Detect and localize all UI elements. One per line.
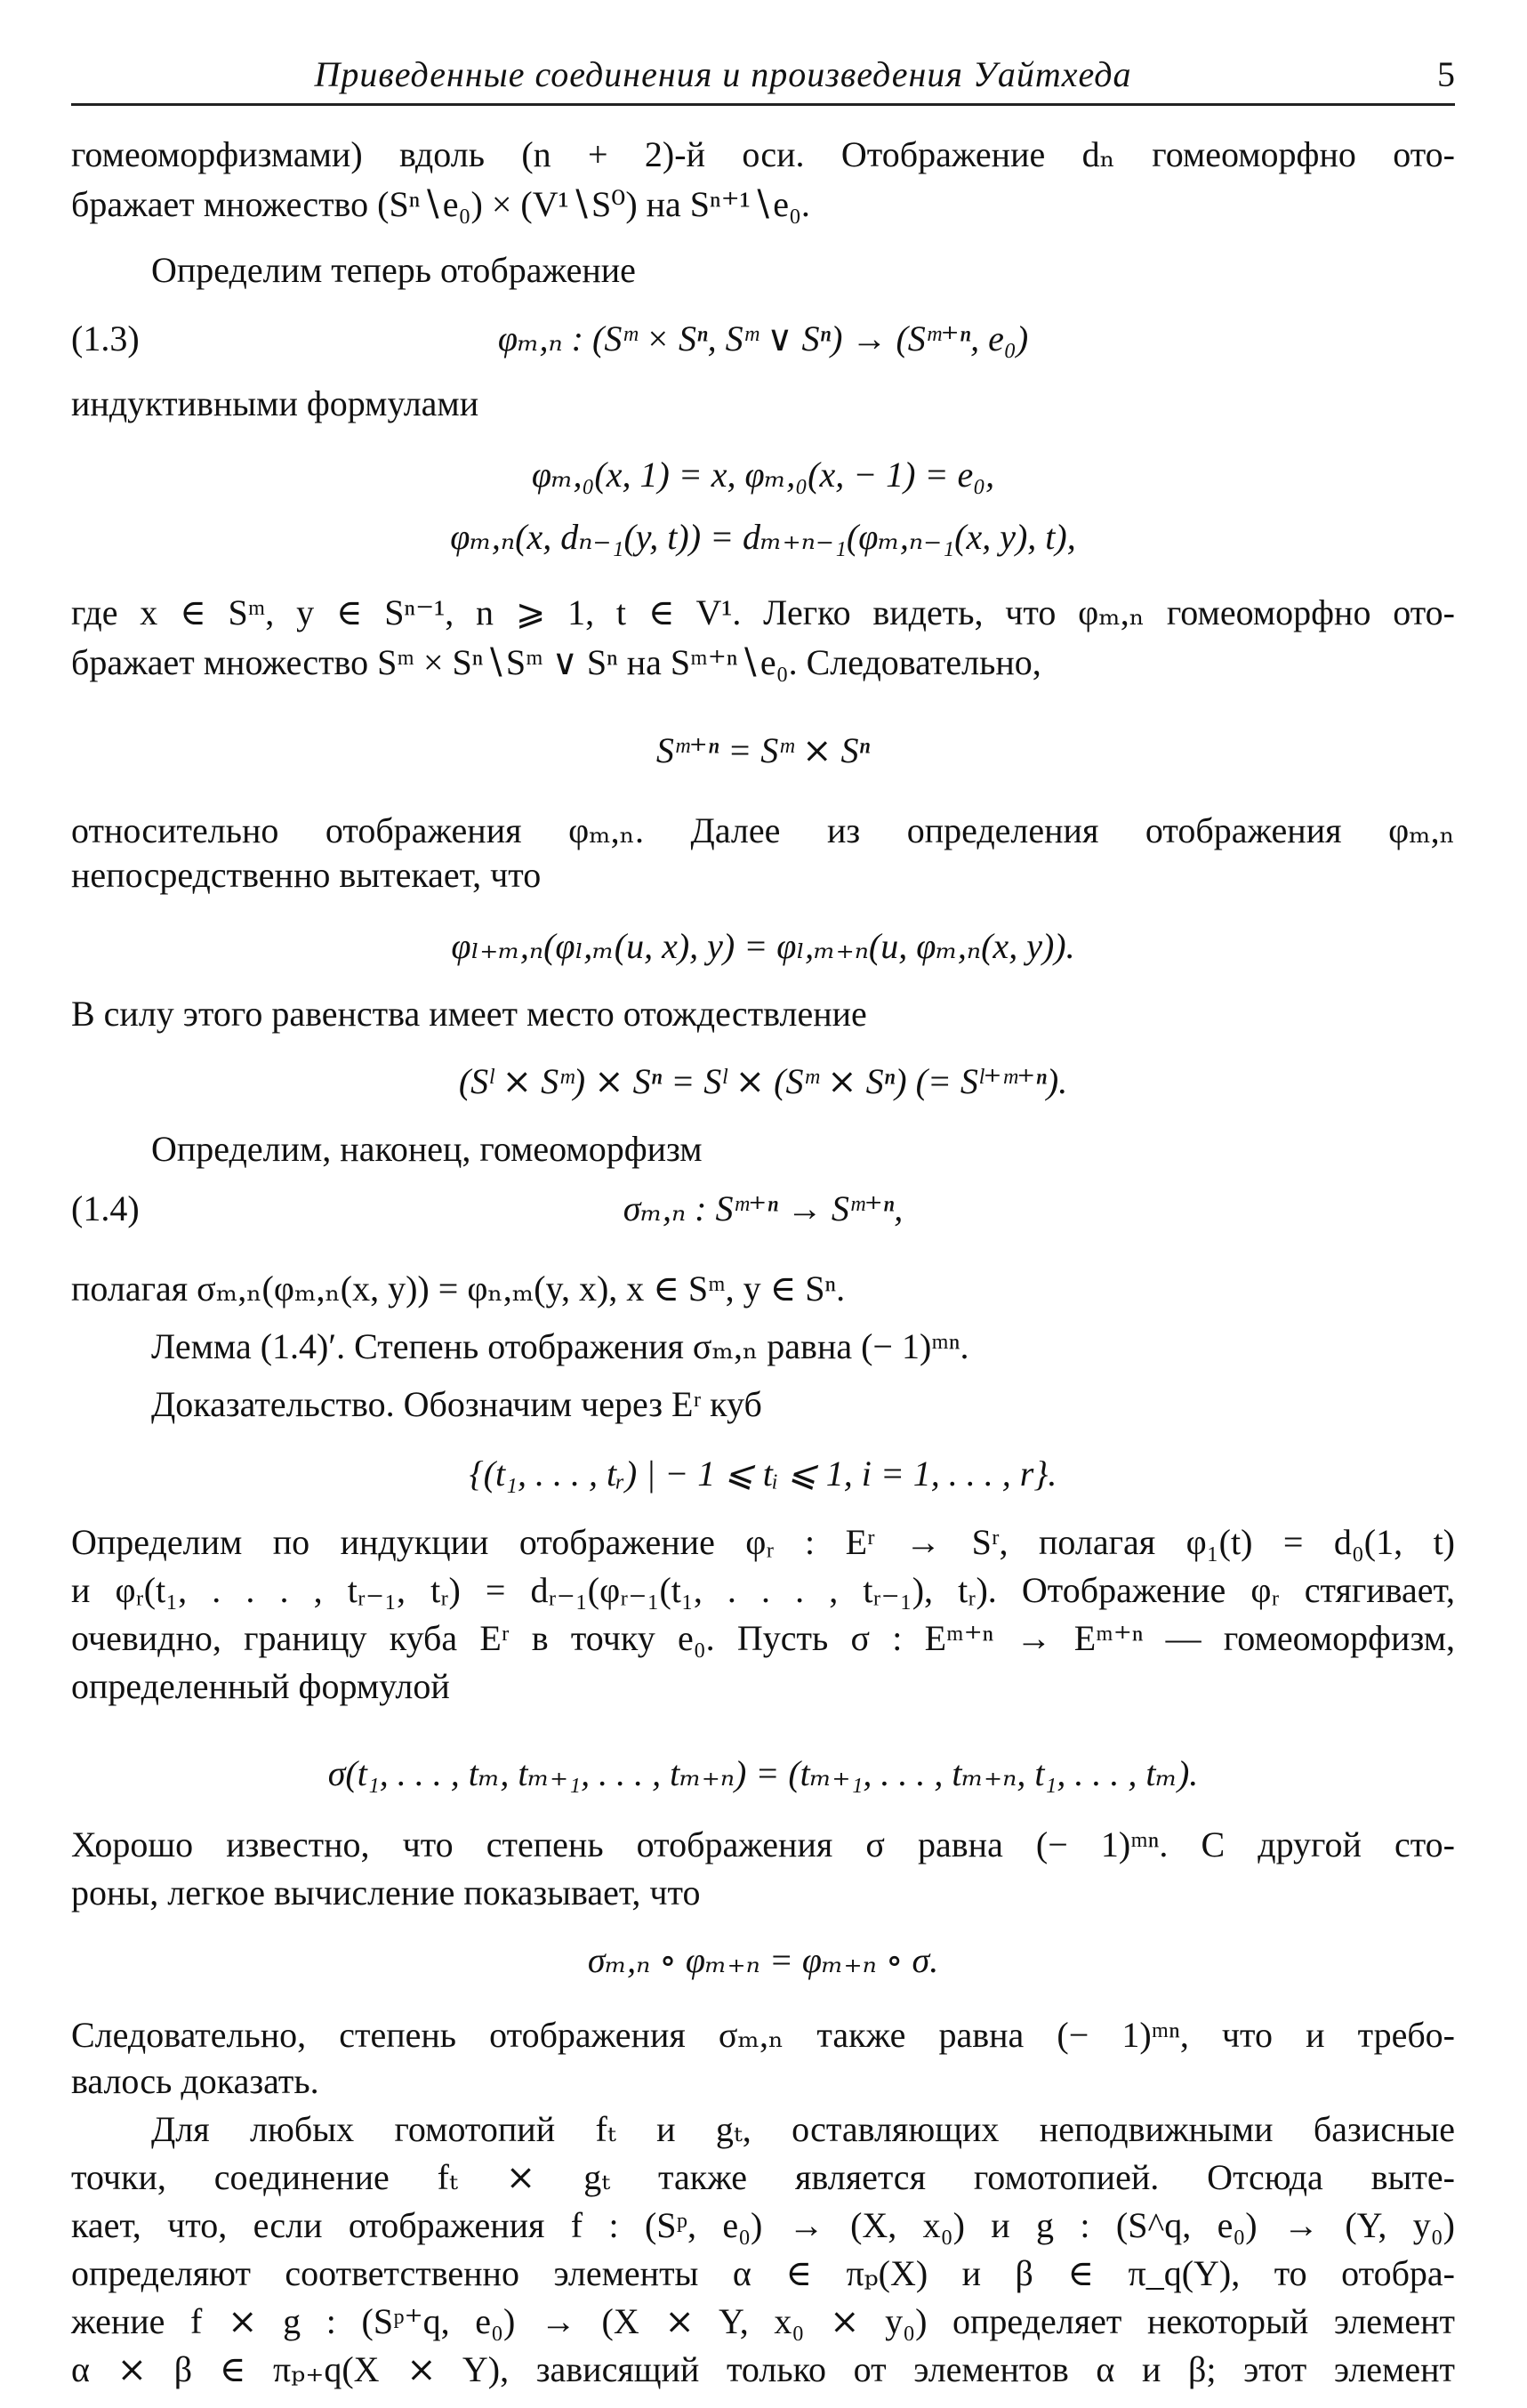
text-line: определенный формулой [71, 1666, 450, 1706]
equation: σₘ,ₙ ∘ φₘ₊ₙ = φₘ₊ₙ ∘ σ. [587, 1940, 939, 1980]
proof-line: Доказательство. Обозначим через Eʳ куб [151, 1384, 762, 1424]
text-line: валось доказать. [71, 2061, 319, 2101]
equation: φₘ,ₙ : (Sᵐ × Sⁿ, Sᵐ ∨ Sⁿ) → (Sᵐ⁺ⁿ, e₀) [497, 318, 1029, 358]
text-line: индуктивными формулами [71, 383, 479, 423]
text-line: Определим по индукции отображение φᵣ : Eʳ → Sʳ, полагая φ₁(t) = d₀(1, t) [71, 1522, 1455, 1562]
equation: σ(t₁, . . . , tₘ, tₘ₊₁, . . . , tₘ₊ₙ) = (tₘ₊₁, . . . , tₘ₊ₙ, t₁, . . . , tₘ). [327, 1753, 1199, 1793]
text-line: и φᵣ(t₁, . . . , tᵣ₋₁, tᵣ) = dᵣ₋₁(φᵣ₋₁(t₁, . . . , tᵣ₋₁), tᵣ). Отображение φᵣ стягивает, [71, 1570, 1455, 1610]
text-line: Определим теперь отображение [151, 250, 636, 290]
text-line: очевидно, границу куба Eʳ в точку e₀. Пусть σ : Eᵐ⁺ⁿ → Eᵐ⁺ⁿ — гомеоморфизм, [71, 1618, 1455, 1658]
equation-label: (1.3) [71, 318, 140, 358]
equation: φₘ,₀(x, 1) = x, φₘ,₀(x, − 1) = e₀, [531, 455, 995, 495]
page-number: 5 [1437, 54, 1455, 94]
text-line: α ⨯ β ∈ πₚ₊q(X ⨯ Y), зависящий только от элементов α и β; этот элемент [71, 2349, 1455, 2389]
text-line: Определим, наконец, гомеоморфизм [151, 1129, 703, 1169]
running-title: Приведенные соединения и произведения Уайтхеда [314, 54, 1132, 94]
text-line: относительно отображения φₘ,ₙ. Далее из определения отображения φₘ,ₙ [71, 810, 1455, 850]
text-line: определяют соответственно элементы α ∈ πₚ(X) и β ∈ π_q(Y), то отобра- [71, 2253, 1455, 2293]
text-line: жение f ⨯ g : (Sᵖ⁺q, e₀) → (X ⨯ Y, x₀ ⨯ y₀) определяет некоторый элемент [71, 2301, 1455, 2341]
text-line: полагая σₘ,ₙ(φₘ,ₙ(x, y)) = φₙ,ₘ(y, x), x ∈ Sᵐ, y ∈ Sⁿ. [71, 1268, 846, 1309]
equation-label: (1.4) [71, 1188, 140, 1228]
page-header [71, 50, 1455, 106]
text-line: Хорошо известно, что степень отображения σ равна (− 1)ᵐⁿ. С другой сто- [71, 1824, 1455, 1864]
text-line: Для любых гомотопий fₜ и gₜ, оставляющих неподвижными базисные [151, 2109, 1455, 2149]
text-line: роны, легкое вычисление показывает, что [71, 1872, 701, 1913]
equation: (Sˡ ⨯ Sᵐ) ⨯ Sⁿ = Sˡ ⨯ (Sᵐ ⨯ Sⁿ) (= Sˡ⁺ᵐ⁺ⁿ). [458, 1061, 1068, 1101]
equation: {(t₁, . . . , tᵣ) | − 1 ⩽ tᵢ ⩽ 1, i = 1, . . . , r}. [469, 1454, 1057, 1494]
equation: φₘ,ₙ(x, dₙ₋₁(y, t)) = dₘ₊ₙ₋₁(φₘ,ₙ₋₁(x, y), t), [450, 517, 1076, 557]
text-line: бражает множество Sᵐ × Sⁿ∖Sᵐ ∨ Sⁿ на Sᵐ⁺ⁿ∖e₀. Следовательно, [71, 642, 1041, 682]
equation: φₗ₊ₘ,ₙ(φₗ,ₘ(u, x), y) = φₗ,ₘ₊ₙ(u, φₘ,ₙ(x, y)). [451, 926, 1075, 966]
text-line: Следовательно, степень отображения σₘ,ₙ также равна (− 1)ᵐⁿ, что и требо- [71, 2015, 1455, 2055]
lemma-line: Лемма (1.4)′. Степень отображения σₘ,ₙ равна (− 1)ᵐⁿ. [151, 1326, 969, 1366]
text-line: где x ∈ Sᵐ, y ∈ Sⁿ⁻¹, n ⩾ 1, t ∈ V¹. Легко видеть, что φₘ,ₙ гомеоморфно ото- [71, 592, 1455, 632]
text-line: непосредственно вытекает, что [71, 855, 542, 895]
equation: σₘ,ₙ : Sᵐ⁺ⁿ → Sᵐ⁺ⁿ, [623, 1188, 904, 1228]
text-line: бражает множество (Sⁿ∖e₀) × (V¹∖S⁰) на Sⁿ⁺¹∖e₀. [71, 184, 810, 224]
equation: Sᵐ⁺ⁿ = Sᵐ ⨯ Sⁿ [655, 730, 871, 770]
text-line: гомеоморфизмами) вдоль (n + 2)-й оси. Отображение dₙ гомеоморфно ото- [71, 134, 1455, 174]
text-line: В силу этого равенства имеет место отождествление [71, 994, 867, 1034]
text-line: точки, соединение fₜ ⨯ gₜ также является гомотопией. Отсюда выте- [71, 2157, 1455, 2197]
text-line: кает, что, если отображения f : (Sᵖ, e₀) → (X, x₀) и g : (S^q, e₀) → (Y, y₀) [71, 2205, 1455, 2245]
